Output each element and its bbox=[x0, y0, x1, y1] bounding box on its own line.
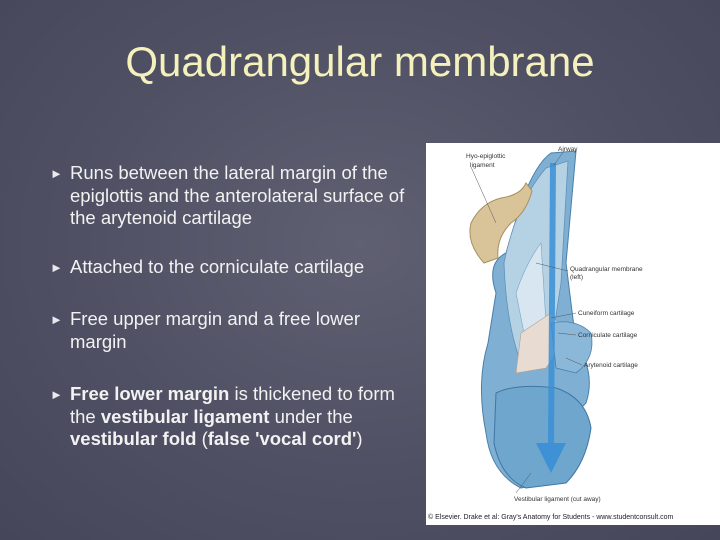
bullet-item bbox=[50, 162, 420, 230]
hyo-epiglottic-label: Hyo-epiglottic bbox=[466, 153, 506, 160]
text-run: is thickened to form the bbox=[70, 383, 395, 427]
bold-text-run: vestibular ligament bbox=[100, 405, 270, 427]
bullet-item bbox=[50, 383, 420, 451]
arytenoid-label: Arytenoid cartilage bbox=[584, 362, 638, 369]
text-run: under the bbox=[269, 405, 353, 427]
slide-title: Quadrangular membrane bbox=[125, 38, 595, 85]
text-run: Free upper margin and a free lower margin bbox=[70, 308, 360, 352]
quadrangular-label-line2: (left) bbox=[570, 274, 583, 281]
text-run: Runs between the lateral margin of the epiglottis and the anterolateral surface of the arytenoid cartilage bbox=[70, 162, 405, 228]
larynx-illustration bbox=[426, 143, 720, 525]
bullet-text bbox=[70, 162, 410, 230]
bullet-marker-icon: ► bbox=[50, 260, 63, 275]
airway-label: Airway bbox=[558, 146, 578, 153]
bullet-marker-icon: ► bbox=[50, 312, 63, 327]
bullet-text bbox=[70, 308, 410, 353]
bullet-marker-icon: ► bbox=[50, 387, 63, 402]
bullet-item bbox=[50, 256, 420, 279]
quadrangular-label: Quadrangular membrane bbox=[570, 266, 643, 273]
figure-copyright: © Elsevier. Drake et al: Gray's Anatomy for Students - www.studentconsult.com bbox=[428, 514, 674, 521]
cuneiform-label: Cuneiform cartilage bbox=[578, 310, 635, 317]
text-run: ) bbox=[356, 428, 363, 449]
corniculate-label: Corniculate cartilage bbox=[578, 332, 638, 339]
bullet-text bbox=[70, 256, 410, 279]
bold-text-run: vestibular fold bbox=[70, 428, 197, 449]
text-run: Attached to the corniculate cartilage bbox=[70, 256, 365, 277]
vestibular-ligament-label: Vestibular ligament (cut away) bbox=[514, 496, 601, 503]
bullet-marker-icon: ► bbox=[50, 166, 63, 181]
bold-text-run: false 'vocal cord' bbox=[207, 428, 357, 449]
text-run: ( bbox=[196, 428, 208, 449]
bullet-text bbox=[70, 383, 410, 451]
hyo-epiglottic-label-line2: ligament bbox=[470, 162, 495, 169]
larynx-diagram bbox=[426, 143, 720, 525]
bullet-item bbox=[50, 308, 420, 353]
bold-text-run: Free lower margin bbox=[70, 383, 230, 404]
